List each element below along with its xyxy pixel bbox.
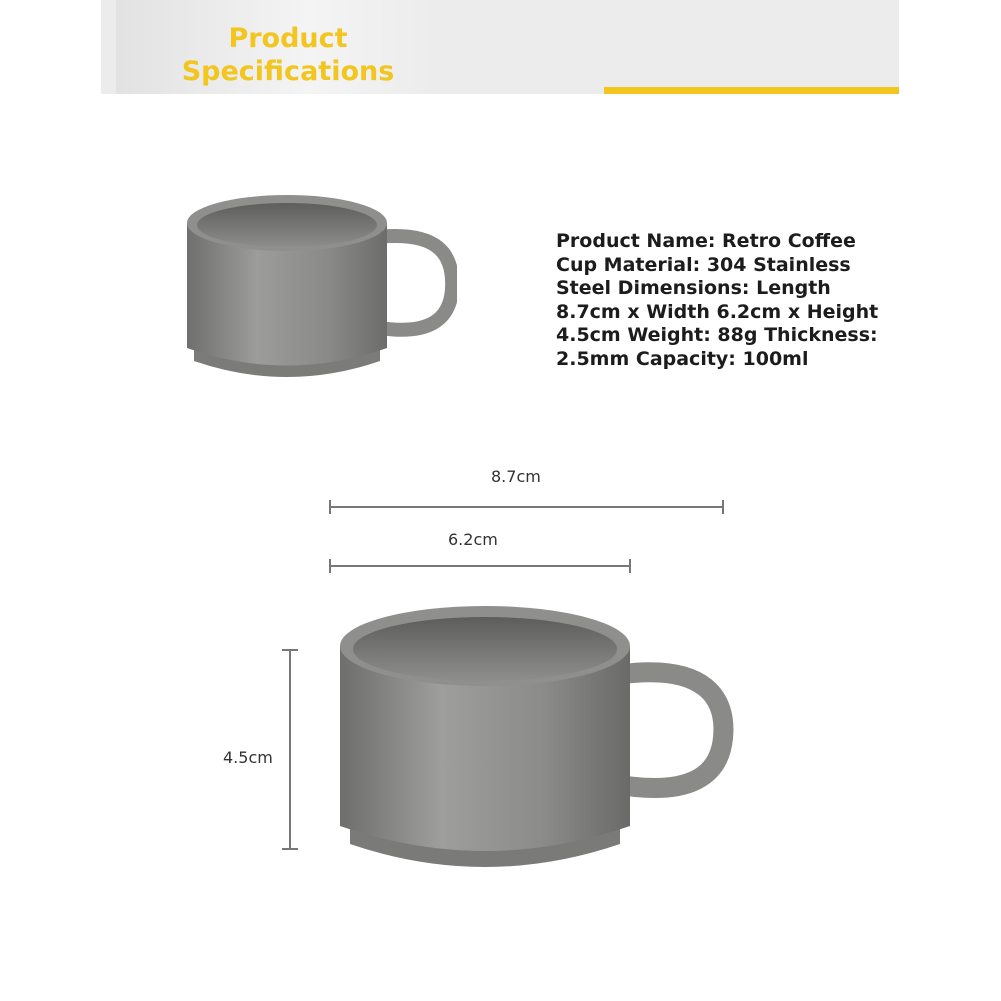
width-tick-end: [629, 559, 631, 573]
height-tick-top: [282, 649, 298, 651]
width-dimension-line: [330, 565, 631, 567]
length-tick-start: [329, 500, 331, 514]
mug-image-small: [182, 193, 457, 393]
specifications-text: Product Name: Retro Coffee Cup Material: 304 Stainless Steel Dimensions: Length 8.7cm x Width 6.2cm x Height 4.5cm Weight: 88g Thickness: 2.5mm Capacity: 100ml: [556, 230, 879, 370]
height-label: 4.5cm: [223, 748, 273, 767]
height-dimension-line: [289, 650, 291, 849]
width-label: 6.2cm: [448, 530, 498, 549]
page-title: [158, 22, 418, 88]
width-tick-start: [329, 559, 331, 573]
header-accent-bar: [604, 87, 899, 94]
mug-image-large: [335, 598, 735, 890]
length-tick-end: [722, 500, 724, 514]
header-banner: [101, 0, 899, 94]
length-label: 8.7cm: [491, 467, 541, 486]
height-tick-bottom: [282, 848, 298, 850]
length-dimension-line: [330, 506, 724, 508]
page-title-line2: Specifications: [181, 56, 395, 87]
page-title-line1: Product: [228, 23, 348, 54]
